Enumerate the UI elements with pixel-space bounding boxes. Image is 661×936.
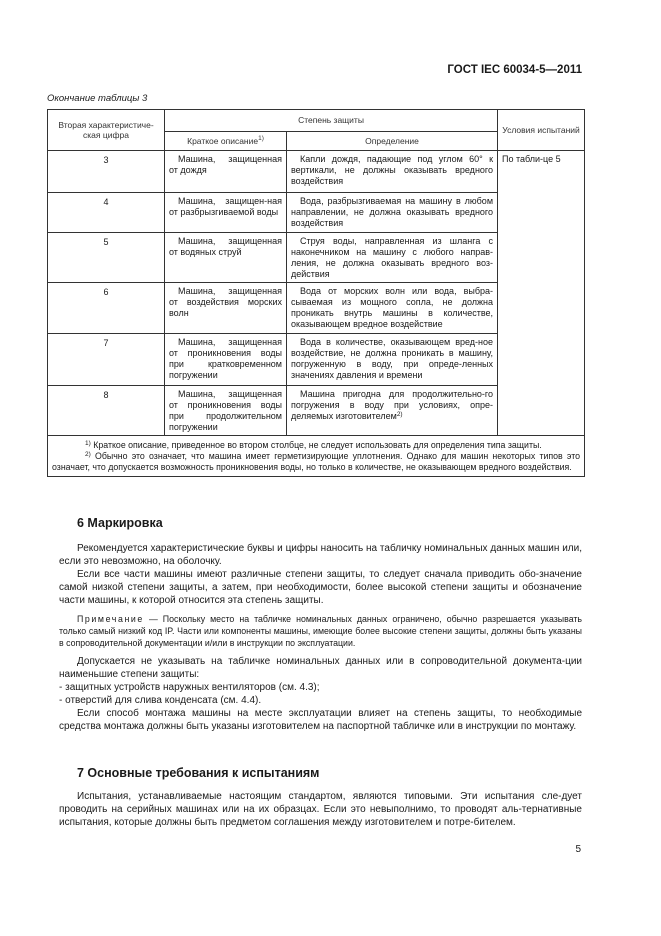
section-7-title: 7 Основные требования к испытаниям xyxy=(77,766,320,780)
test-conditions-value: По табли-це 5 xyxy=(498,151,585,436)
note-paragraph: Примечание — Поскольку место на табличке номинальных данных ограничено, обычно разрешается указывать только самый низкий код IP. Части или компоненты машины, имеющие более высокие степени защиты, должны быть указаны в сопроводительной документации и/или в инструкции по эксплуатации. xyxy=(59,614,582,648)
footnote-1: $^{1)}$ Краткое описание, приведенное во втором столбце, не следует использовать для определения типа защиты. xyxy=(85,440,542,450)
row-digit: 7 xyxy=(48,334,165,386)
page-number: 5 xyxy=(575,844,581,855)
header-degree: Степень защиты xyxy=(165,110,498,132)
row-digit: 4 xyxy=(48,193,165,233)
row-short-desc: Машина, защищенная от проникновения воды при продолжительном погружении xyxy=(165,386,287,436)
list-item: - защитных устройств наружных вентиляторов (см. 4.3); xyxy=(59,682,320,693)
header-short-desc: Краткое описание$^{1)}$ xyxy=(165,132,287,151)
paragraph: Испытания, устанавливаемые настоящим стандартом, являются типовыми. Эти испытания сле-дует проводить на серийных машинах или на их образцах. Если это невыполнимо, то проводят аль-тернативные испытания, которые должны быть предметом соглашения между изготовителем и потре-бителем. xyxy=(59,791,582,828)
row-definition: Вода в количестве, оказывающем вред-ное воздействие, не должна проникать в машину, погруженную в воду, при опреде-ленных значениях давления и времени xyxy=(287,334,498,386)
row-digit: 3 xyxy=(48,151,165,193)
footnote-2: $^{2)}$ Обычно это означает, что машина имеет герметизирующие уплотнения. Однако для машин некоторых типов это означает, что допускается возможность проникновения воды, но только в количестве, не оказывающем вредного воздействия. xyxy=(52,451,581,472)
note-label: Примечание xyxy=(77,614,144,624)
footnote-ref: 1) xyxy=(258,134,264,142)
section-6-title: 6 Маркировка xyxy=(77,516,163,530)
row-digit: 6 xyxy=(48,283,165,334)
section-6-body xyxy=(59,542,582,733)
table-footnotes xyxy=(48,436,585,477)
protection-table xyxy=(47,109,584,477)
table-footnotes-row xyxy=(48,436,585,477)
row-definition: Вода, разбрызгиваемая на машину в любом направлении, не должна оказывать вредного воздействия xyxy=(287,193,498,233)
row-definition: Машина пригодна для продолжительно-го погружения в воду при условиях, опре-деляемых изготовителем$^{2)}$ xyxy=(287,386,498,436)
row-definition: Вода от морских волн или вода, выбра-сываемая из мощного сопла, не должна проникать внутрь машины в количестве, оказывающем вредное воздействие xyxy=(287,283,498,334)
row-digit: 8 xyxy=(48,386,165,436)
table-caption: Окончание таблицы 3 xyxy=(47,93,148,104)
section-7-body xyxy=(59,790,582,829)
paragraph: Если способ монтажа машины на месте эксплуатации влияет на степень защиты, то необходимые средства монтажа должны быть указаны изготовителем на паспортной табличке или в инструкции по монтажу. xyxy=(59,708,582,732)
row-short-desc: Машина, защищен-ная от разбрызгиваемой воды xyxy=(165,193,287,233)
footnote-ref: 2) xyxy=(396,411,403,418)
row-digit: 5 xyxy=(48,233,165,283)
table-row xyxy=(48,151,585,193)
row-definition: Струя воды, направленная из шланга с наконечником на машину с любого направ-ления, не должна оказывать вредного воз-действия xyxy=(287,233,498,283)
row-short-desc: Машина, защищенная от проникновения воды при кратковременном погружении xyxy=(165,334,287,386)
paragraph: Если все части машины имеют различные степени защиты, то следует сначала приводить обо-значение самой низкой степени защиты, а затем, при необходимости, более высокой степени защиты и обозначение части машины, к которой относится эта степень защиты. xyxy=(59,569,582,606)
paragraph: Допускается не указывать на табличке номинальных данных или в сопроводительной документа-ции наименьшие степени защиты: xyxy=(59,656,582,680)
row-short-desc: Машина, защищенная от водяных струй xyxy=(165,233,287,283)
header-second-digit: Вторая характеристиче-ская цифра xyxy=(48,110,165,151)
row-definition: Капли дождя, падающие под углом 60° к вертикали, не должны оказывать вредного воздействия xyxy=(287,151,498,193)
document-code: ГОСТ IEC 60034-5—2011 xyxy=(447,64,582,76)
list-item: - отверстий для слива конденсата (см. 4.4). xyxy=(59,695,262,706)
paragraph: Рекомендуется характеристические буквы и цифры наносить на табличку номинальных данных машин или, если это невозможно, на оболочку. xyxy=(59,543,582,567)
header-definition: Определение xyxy=(287,132,498,151)
row-short-desc: Машина, защищенная от воздействия морских волн xyxy=(165,283,287,334)
row-short-desc: Машина, защищенная от дождя xyxy=(165,151,287,193)
header-test-conditions: Условия испытаний xyxy=(498,110,585,151)
